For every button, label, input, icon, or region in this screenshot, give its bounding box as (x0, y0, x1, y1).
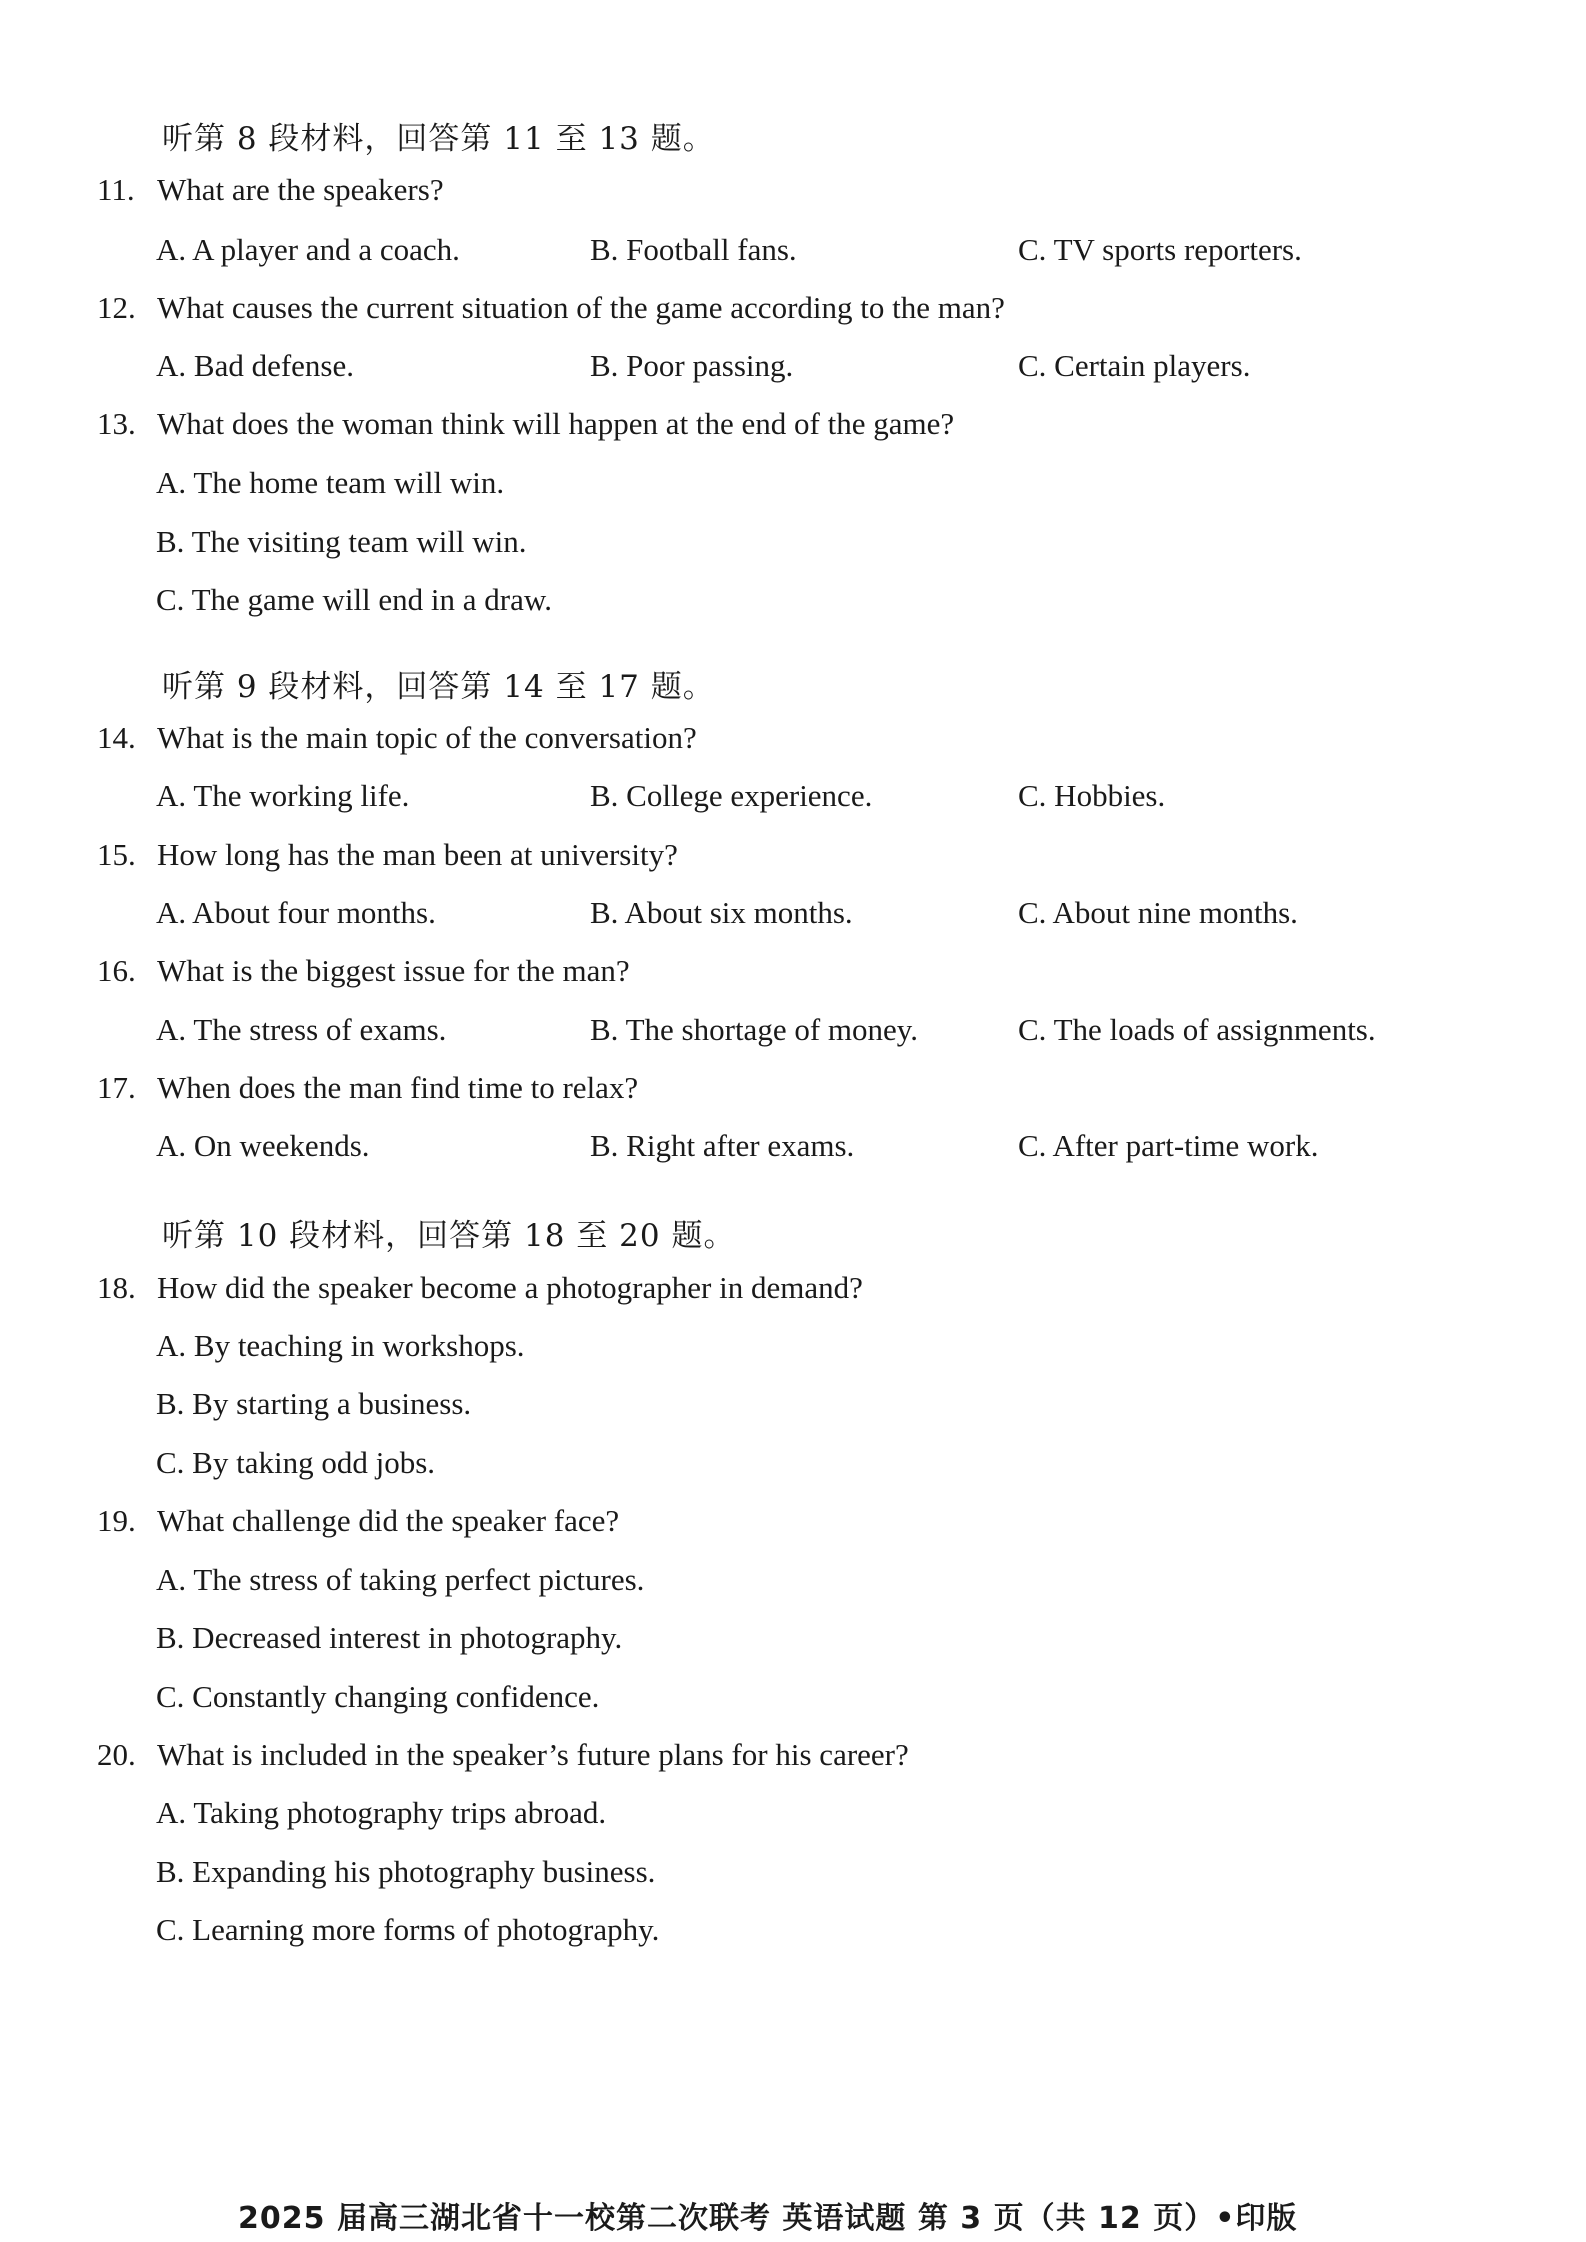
question-number: 13. (97, 406, 136, 441)
section-heading-9: 听第 9 段材料，回答第 14 至 17 题。 (162, 669, 715, 705)
option-a: A. The stress of exams. (156, 1012, 447, 1047)
option-b: B. College experience. (590, 778, 873, 813)
question-text: What is the biggest issue for the man? (157, 953, 630, 988)
option-c: C. About nine months. (1018, 895, 1298, 930)
option-c: C. Learning more forms of photography. (156, 1912, 660, 1947)
option-c: C. The loads of assignments. (1018, 1012, 1376, 1047)
option-b: B. The shortage of money. (590, 1012, 919, 1047)
question-text: What is included in the speaker’s future plans for his career? (157, 1737, 909, 1772)
option-c: C. TV sports reporters. (1018, 232, 1302, 267)
option-a: A. On weekends. (156, 1128, 370, 1163)
option-c: C. By taking odd jobs. (156, 1445, 436, 1480)
page-footer: 2025 届高三湖北省十一校第二次联考 英语试题 第 3 页（共 12 页）•印版 (238, 2201, 1298, 2236)
section-heading-8: 听第 8 段材料，回答第 11 至 13 题。 (162, 121, 715, 157)
option-b: B. Expanding his photography business. (156, 1854, 656, 1889)
question-text: When does the man find time to relax? (157, 1070, 639, 1105)
question-number: 17. (97, 1070, 136, 1105)
option-c: C. After part-time work. (1018, 1128, 1319, 1163)
question-text: What causes the current situation of the game according to the man? (157, 290, 1005, 325)
option-b: B. The visiting team will win. (156, 524, 527, 559)
option-a: A. Taking photography trips abroad. (156, 1795, 607, 1830)
question-number: 11. (97, 172, 135, 207)
question-text: What challenge did the speaker face? (157, 1503, 620, 1538)
option-c: C. Hobbies. (1018, 778, 1166, 813)
option-c: C. Constantly changing confidence. (156, 1679, 600, 1714)
question-text: How long has the man been at university? (157, 837, 678, 872)
question-number: 15. (97, 837, 136, 872)
question-number: 18. (97, 1270, 136, 1305)
option-b: B. Right after exams. (590, 1128, 855, 1163)
question-text: What is the main topic of the conversation? (157, 720, 697, 755)
option-a: A. About four months. (156, 895, 436, 930)
question-number: 16. (97, 953, 136, 988)
option-a: A. A player and a coach. (156, 232, 460, 267)
option-a: A. Bad defense. (156, 348, 354, 383)
option-b: B. Football fans. (590, 232, 797, 267)
section-heading-10: 听第 10 段材料，回答第 18 至 20 题。 (162, 1218, 736, 1254)
question-text: What does the woman think will happen at the end of the game? (157, 406, 955, 441)
option-a: A. The working life. (156, 778, 410, 813)
option-c: C. The game will end in a draw. (156, 582, 553, 617)
question-number: 14. (97, 720, 136, 755)
option-a: A. The home team will win. (156, 465, 505, 500)
option-b: B. About six months. (590, 895, 853, 930)
option-a: A. By teaching in workshops. (156, 1328, 525, 1363)
option-a: A. The stress of taking perfect pictures. (156, 1562, 645, 1597)
option-b: B. Decreased interest in photography. (156, 1620, 623, 1655)
option-b: B. By starting a business. (156, 1386, 472, 1421)
question-number: 19. (97, 1503, 136, 1538)
question-number: 20. (97, 1737, 136, 1772)
option-b: B. Poor passing. (590, 348, 794, 383)
question-number: 12. (97, 290, 136, 325)
question-text: How did the speaker become a photographer in demand? (157, 1270, 863, 1305)
option-c: C. Certain players. (1018, 348, 1251, 383)
question-text: What are the speakers? (157, 172, 444, 207)
